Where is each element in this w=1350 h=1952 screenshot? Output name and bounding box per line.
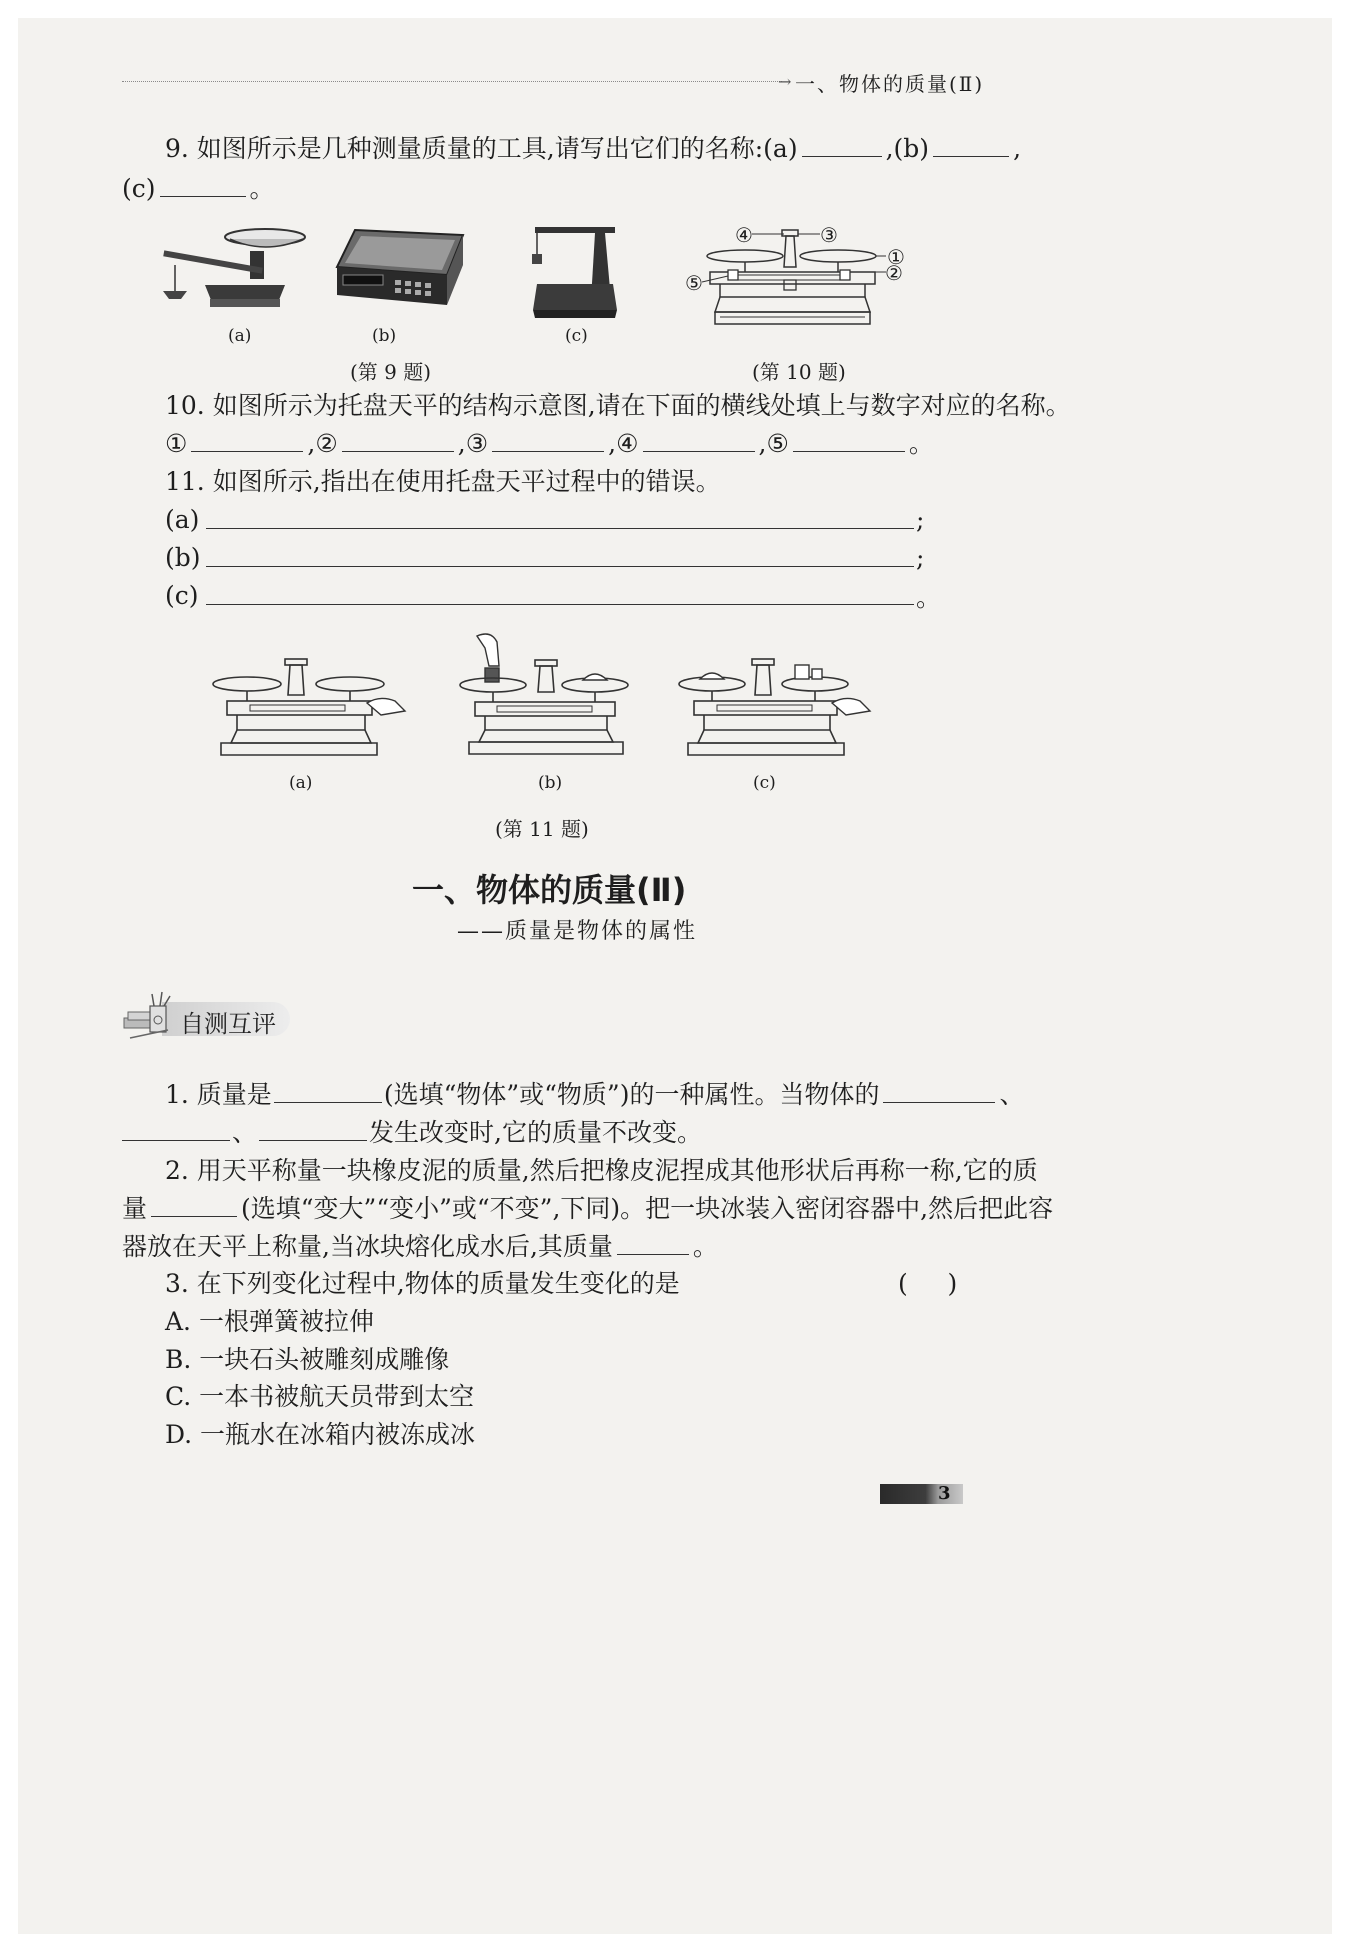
fig10-callout-4: ④	[735, 223, 753, 247]
q10-blank-3[interactable]	[492, 429, 604, 452]
page-number-bar	[880, 1484, 963, 1504]
p1-blank-4[interactable]	[259, 1118, 367, 1141]
fig9-label-c: (c)	[565, 326, 588, 346]
q10-blank-1[interactable]	[191, 429, 303, 452]
q11-label-c: (c)	[165, 581, 199, 610]
q11-period: 。	[916, 583, 942, 612]
p3-option-a[interactable]: A. 一根弹簧被拉伸	[165, 1307, 374, 1336]
p3-option-d[interactable]: D. 一瓶水在冰箱内被冻成冰	[165, 1420, 476, 1449]
p1-blank-3[interactable]	[122, 1118, 230, 1141]
balance-image-b	[455, 630, 640, 760]
p2-blank-2[interactable]	[617, 1232, 689, 1255]
q9-blank-b[interactable]	[933, 134, 1009, 157]
q9-blank-c[interactable]	[160, 174, 246, 197]
pencil-cup-icon	[122, 992, 180, 1042]
page-number: 3	[938, 1483, 951, 1504]
fig10-callout-2: ②	[885, 261, 903, 285]
p3-option-c[interactable]: C. 一本书被航天员带到太空	[165, 1382, 475, 1411]
q11-semicolon-b: ;	[916, 543, 925, 572]
p3-option-b[interactable]: B. 一块石头被雕刻成雕像	[165, 1345, 450, 1374]
q11-label-b: (b)	[165, 543, 201, 572]
fig11-label-b: (b)	[538, 773, 563, 793]
section-subtitle: ——质量是物体的属性	[457, 919, 698, 944]
p2-line2: 量 (选填“变大”“变小”或“不变”,下同)。把一块冰装入密闭容器中,然后把此容	[122, 1194, 1054, 1223]
fig10-caption: (第 10 题)	[752, 360, 846, 384]
section-title: 一、物体的质量(Ⅱ)	[412, 871, 687, 909]
q10-blank-2[interactable]	[342, 429, 454, 452]
q9-blank-a[interactable]	[802, 134, 882, 157]
header-arrow-icon: →	[778, 72, 792, 91]
fig9-label-b: (b)	[372, 326, 397, 346]
fig9-label-a: (a)	[228, 326, 252, 346]
header-dotted-rule	[122, 81, 782, 82]
p1-blank-2[interactable]	[883, 1080, 995, 1103]
fig10-callout-3: ③	[820, 223, 838, 247]
q9-b-label: ,(b)	[885, 134, 930, 163]
p3-answer-parens[interactable]: ( )	[898, 1269, 958, 1298]
badge-label: 自测互评	[180, 1010, 276, 1038]
fig10-callout-1: ①	[887, 245, 905, 269]
self-test-badge	[122, 992, 292, 1042]
fig11-label-c: (c)	[753, 773, 776, 793]
q11-label-a: (a)	[165, 505, 200, 534]
fig9-caption: (第 9 题)	[350, 360, 432, 384]
electronic-scale-image	[335, 225, 465, 320]
p3-stem: 3. 在下列变化过程中,物体的质量发生变化的是	[165, 1269, 680, 1298]
q11-stem: 11. 如图所示,指出在使用托盘天平过程中的错误。	[165, 467, 721, 496]
balance-structure-diagram	[680, 222, 910, 332]
p1-line1: 1. 质量是 (选填“物体”或“物质”)的一种属性。当物体的 、	[165, 1080, 1025, 1109]
p1-blank-1[interactable]	[274, 1080, 382, 1103]
q10-answer-line: ① ,② ,③ ,④ ,⑤ 。	[165, 429, 934, 458]
q9-end: ,	[1013, 134, 1022, 163]
balance-image-a	[205, 655, 410, 760]
q11-semicolon-a: ;	[916, 505, 925, 534]
p2-line1: 2. 用天平称量一块橡皮泥的质量,然后把橡皮泥捏成其他形状后再称一称,它的质	[165, 1156, 1038, 1185]
platform-scale-image	[525, 222, 620, 322]
q10-blank-5[interactable]	[793, 429, 905, 452]
steelyard-scale-image	[155, 225, 305, 310]
q9-c-label: (c)	[122, 174, 156, 203]
q9-text: 9. 如图所示是几种测量质量的工具,请写出它们的名称:(a)	[165, 134, 798, 163]
q11-answer-line-b[interactable]	[206, 566, 914, 567]
q9-line2	[122, 172, 275, 206]
balance-image-c	[672, 655, 877, 760]
fig11-label-a: (a)	[289, 773, 313, 793]
q10-stem: 10. 如图所示为托盘天平的结构示意图,请在下面的横线处填上与数字对应的名称。	[165, 391, 1071, 420]
header-running-title: 一、物体的质量(Ⅱ)	[795, 72, 985, 96]
q9-period: 。	[249, 174, 275, 203]
q11-answer-line-a[interactable]	[206, 528, 914, 529]
q11-answer-line-c[interactable]	[206, 604, 914, 605]
p1-line2: 、 发生改变时,它的质量不改变。	[122, 1116, 702, 1150]
q10-blank-4[interactable]	[643, 429, 755, 452]
p2-line3: 器放在天平上称量,当冰块熔化成水后,其质量 。	[122, 1232, 718, 1261]
p2-blank-1[interactable]	[151, 1194, 237, 1217]
q9-line1	[165, 132, 1021, 166]
fig11-caption: (第 11 题)	[495, 817, 589, 841]
fig10-callout-5: ⑤	[685, 271, 703, 295]
